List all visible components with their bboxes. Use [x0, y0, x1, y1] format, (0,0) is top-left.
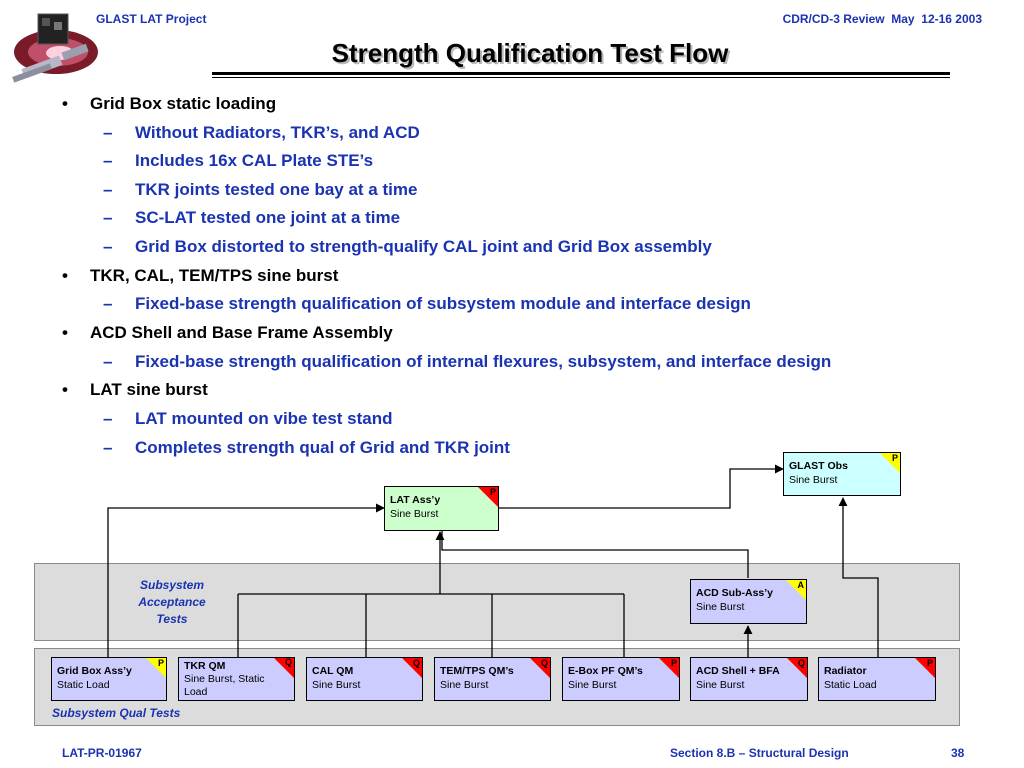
status-badge: P — [926, 658, 933, 668]
lat-assy-box[interactable] — [384, 486, 499, 531]
status-badge: P — [670, 658, 677, 668]
qual-box-cal-qm[interactable]: CAL QM Sine Burst Q — [306, 657, 423, 701]
box-title: LAT Ass’y — [390, 494, 441, 506]
box-title: ACD Sub-Ass’y — [696, 587, 774, 599]
status-badge: A — [797, 580, 804, 590]
status-badge: P — [157, 658, 164, 668]
status-badge: P — [891, 453, 898, 463]
qual-label: Subsystem Qual Tests — [52, 706, 181, 720]
box-subtitle: Sine Burst — [390, 508, 439, 520]
page-title: Strength Qualification Test Flow — [331, 38, 729, 68]
acd-subassy-box[interactable] — [690, 579, 807, 624]
header-review: CDR/CD-3 Review May 12-16 2003 — [782, 12, 982, 26]
qual-box-grid-box[interactable]: Grid Box Ass’y Static Load P — [51, 657, 167, 701]
box-subtitle: Sine Burst — [696, 601, 745, 613]
box-subtitle: Sine Burst — [789, 474, 838, 486]
qual-box-acd-shell[interactable]: ACD Shell + BFA Sine Burst Q — [690, 657, 808, 701]
footer-page-number: 38 — [951, 746, 965, 760]
status-badge: P — [489, 487, 496, 497]
status-badge: Q — [284, 657, 292, 667]
status-badge: Q — [797, 658, 805, 668]
footer-doc-id: LAT-PR-01967 — [62, 746, 142, 760]
header-project: GLAST LAT Project — [96, 12, 207, 26]
footer-section: Section 8.B – Structural Design — [670, 746, 849, 760]
box-title: GLAST Obs — [789, 460, 848, 472]
qual-box-tem-tps[interactable]: TEM/TPS QM’s Sine Burst Q — [434, 657, 551, 701]
glast-obs-box[interactable] — [783, 452, 901, 496]
status-badge: Q — [540, 658, 548, 668]
acceptance-label: Subsystem Acceptance Tests — [138, 578, 206, 626]
qual-box-ebox[interactable]: E-Box PF QM’s Sine Burst P — [562, 657, 680, 701]
qual-box-tkr-qm[interactable]: TKR QM Sine Burst, Static Load Q — [178, 657, 295, 701]
qual-box-radiator[interactable]: Radiator Static Load P — [818, 657, 936, 701]
status-badge: Q — [412, 658, 420, 668]
